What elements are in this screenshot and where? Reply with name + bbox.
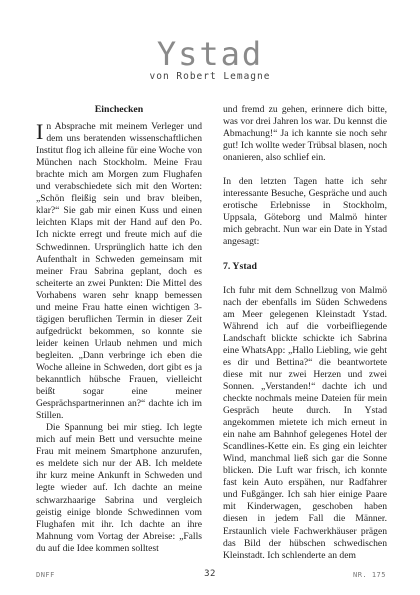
paragraph-text: n Absprache mit meinem Verleger und dem uns beratenden wissenschaftlichen Institut flog ich alleine für eine Woche von München nach Stockholm. Meine Frau brachte mich am Morgen zum Flughafen und verabschiedete sich mit den Worten: „Schön fleißig sein und brav bleiben, klar?“ Sie gab mir einen Kuss und einen leichten Klaps mit der Hand auf den Po. Ich nickte erregt und freute mich auf die Schwedinnen. Ursprünglich hatte ich den Aufenthalt in Schweden gemeinsam mit meiner Frau Sabrina geplant, doch es scheiterte an zwei Punkten: Die Mittel des Vorhabens waren sehr knapp bemessen und meine Frau hatte einen wichtigen 3-tägigen beruflichen Termin in dieser Zeit aufgedrückt bekommen, so konnte sie leider keinen Urlaub nehmen und mich begleiten. „Dann verbringe ich eben die Woche alleine in Schweden, dort gibt es ja bekanntlich hübsche Frauen, vielleicht beißt sogar eine meiner Gesprächspartnerinnen an?“ dachte ich im Stillen. (36, 121, 202, 422)
page-number: 32 (204, 569, 216, 579)
section-heading-einchecken: Einchecken (94, 104, 144, 115)
paragraph: In den letzten Tagen hatte ich sehr interessante Besuche, Gespräche und auch erotische Erlebnisse in Stockholm, Uppsala, Göteborg und Malmö hinter mich gebracht. Nun war ein Date in Ystad angesagt: (223, 176, 387, 248)
drop-cap: I (36, 119, 44, 145)
section-heading-ystad: 7. Ystad (223, 260, 257, 272)
paragraph: Die Spannung bei mir stieg. Ich legte mich auf mein Bett und versuchte meine Frau mit meinem Smartphone anzurufen, es meldete sich nur der AB. Ich meldete ihr kurz meine Ankunft in Schweden und legte wieder auf. Ich dachte an meine schwarzhaarige Sabrina und vergleich geistig einige blonde Schwedinnen vom Flughafen mit ihr. Ich dachte an ihre Mahnung vom Vortag der Abreise: „Falls du auf die Idee kommen solltest (36, 422, 202, 554)
footer-publication: DNFF (36, 571, 55, 579)
article-author: von Robert Lemagne (149, 71, 271, 82)
footer-issue-number: NR. 175 (352, 571, 386, 579)
left-column (36, 104, 202, 555)
paragraph: Ich fuhr mit dem Schnellzug von Malmö nach der ebenfalls im Süden Schwedens am Meer gelegenen Kleinstadt Ystad. Während ich auf die vorbeifliegende Landschaft blickte schickte ich Sabrina eine WhatsApp: „Hallo Liebling, wie geht es dir und Bettina?“ die beantwortete diese mit nur zwei Herzen und zwei Sonnen. „Verstanden!“ dachte ich und checkte nochmals meine Dateien für mein Gespräch heute durch. In Ystad angekommen mietete ich mich erneut in ein nahe am Bahnhof gelegenes Hotel der Scandlines-Kette ein. Es ging ein leichter Wind, manchmal ließ sich gar die Sonne blicken. Die Luft war frisch, ich konnte fast kein Auto erspähen, nur Radfahrer und Fußgänger. Ich sah hier einige Paare mit Kinderwagen, geschoben haben diesen in jedem Fall die Männer. Erstaunlich viele Fachwerkhäuser prägen das Bild der hübschen schwedischen Kleinstadt. Ich schlenderte an dem (223, 284, 387, 561)
article-title: Ystad (156, 35, 264, 73)
paragraph: und fremd zu gehen, erinnere dich bitte, was vor drei Jahren los war. Du kennst die Abmachung!“ Ja ich kannte sie noch sehr gut! Ich wollte weder Trübsal blasen, noch onanieren, also schlief ein. (223, 104, 387, 164)
paragraph (36, 121, 202, 422)
right-column (223, 104, 387, 562)
